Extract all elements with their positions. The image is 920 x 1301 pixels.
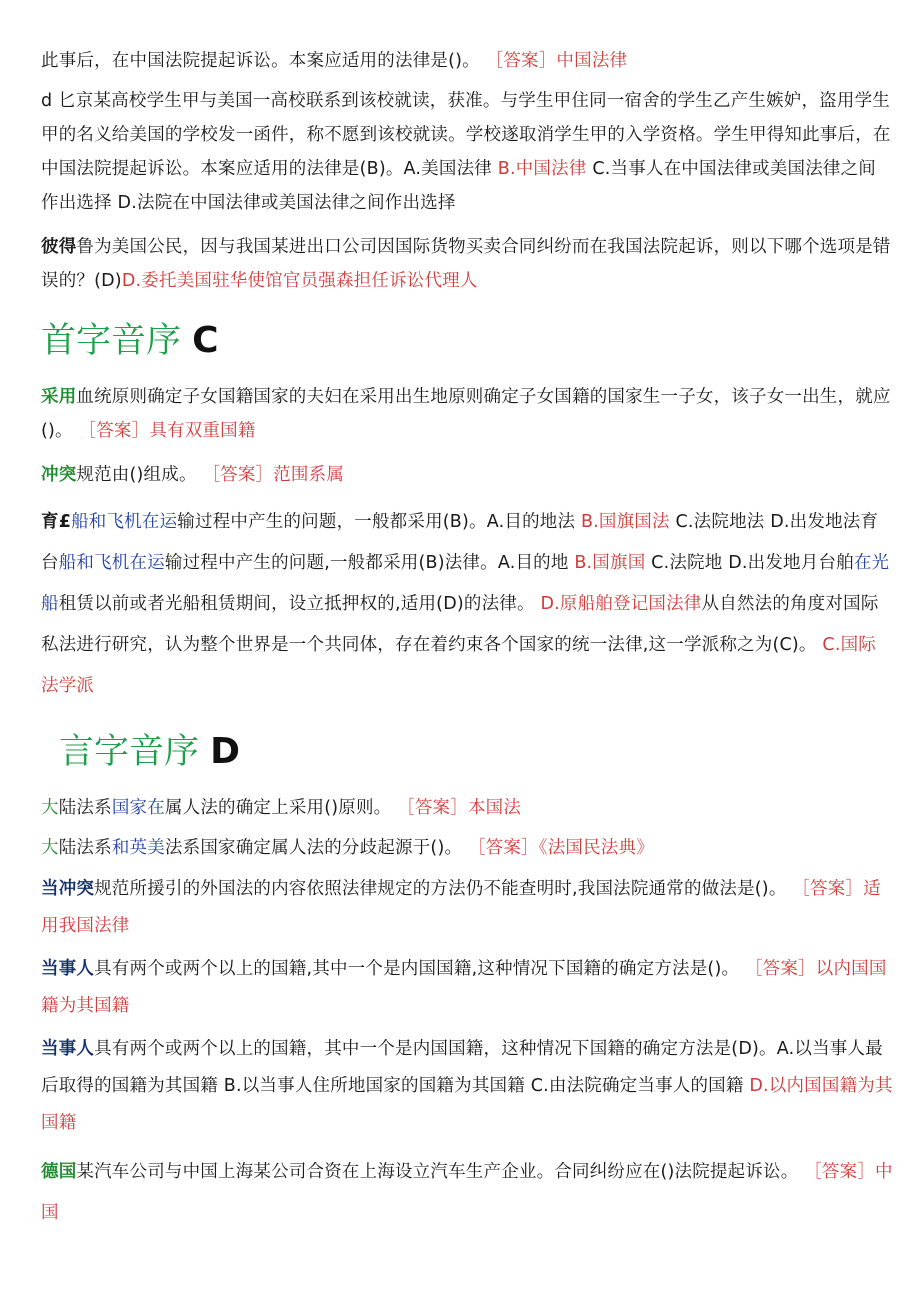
section-heading-c [41, 316, 893, 366]
answer-text: B.国旗国法 [580, 512, 670, 532]
highlight-text: 船和飞机在运 [71, 512, 178, 532]
question-keyword: 彼得 [41, 237, 77, 257]
question-keyword: 冲突 [41, 465, 77, 485]
question-paragraph [41, 230, 893, 298]
question-text: 血统原则确定子女国籍国家的夫妇在采用出生地原则确定子女国籍的国家生一子女，该子女一出生，就应()。 [41, 387, 891, 441]
section-title: 言字音序 [59, 732, 200, 772]
answer-text: D.委托美国驻华使馆官员强森担任诉讼代理人 [121, 271, 478, 291]
answer-text: ［答案］中国法律 [485, 51, 628, 71]
question-paragraph [41, 44, 893, 78]
question-keyword: 当冲突 [41, 879, 95, 899]
question-paragraph [41, 1031, 893, 1142]
section-title: 首字音序 [41, 321, 182, 361]
question-paragraph [41, 502, 893, 707]
answer-text: ［答案］适用我国法律 [41, 879, 881, 936]
question-keyword: 育£ [41, 512, 72, 532]
question-paragraph [41, 84, 893, 220]
question-keyword: 当事人 [41, 1039, 95, 1059]
answer-text: ［答案］范围系属 [202, 465, 345, 485]
answer-text: ［答案］中国 [41, 1162, 893, 1223]
section-letter: C [192, 320, 219, 361]
question-paragraph [41, 1152, 893, 1234]
question-text: 规范由()组成。 [76, 465, 197, 485]
question-keyword: 采用 [41, 387, 77, 407]
highlight-text: 和英美 [111, 838, 165, 858]
question-paragraph [41, 458, 893, 492]
question-text: C.当事人在中国法律或美国法律之间作出选择 D.法院在中国法律或美国法律之间作出选择 [41, 159, 876, 213]
question-paragraph [41, 831, 893, 865]
answer-text: ［答案］以内国国籍为其国籍 [41, 959, 887, 1016]
question-paragraph [41, 380, 893, 448]
answer-text: ［答案］本国法 [397, 798, 522, 818]
question-text: 鲁为美国公民，因与我国某进出口公司因国际货物买卖合同纠纷而在我国法院起诉，则以下哪个选项是错误的？(D) [41, 237, 891, 291]
question-text: 某汽车公司与中国上海某公司合资在上海设立汽车生产企业。合同纠纷应在()法院提起诉讼。 [76, 1162, 799, 1182]
question-text: 输过程中产生的问题，一般都采用(B)。A.目的地法 [177, 512, 576, 532]
question-keyword: 德国 [41, 1162, 77, 1182]
question-text: 陆法系 [58, 798, 112, 818]
question-text: C.法院地法 D.出发地法育台 [41, 512, 879, 573]
question-paragraph [41, 951, 893, 1025]
question-text: 输过程中产生的问题,一般都采用(B)法律。A.目的地 [164, 553, 569, 573]
question-text: 属人法的确定上采用()原则。 [164, 798, 392, 818]
question-paragraph [41, 791, 893, 825]
section-letter: D [210, 731, 241, 772]
document-page [41, 44, 893, 1234]
question-text: 此事后，在中国法院提起诉讼。本案应适用的法律是()。 [41, 51, 480, 71]
answer-text: D.以内国国籍为其国籍 [41, 1076, 893, 1133]
answer-text: B.国旗国 [574, 553, 646, 573]
answer-text: C.国际法学派 [41, 635, 876, 696]
section-heading-d [41, 727, 893, 777]
highlight-text: 船和飞机在运 [58, 553, 165, 573]
question-text: 具有两个或两个以上的国籍,其中一个是内国国籍,这种情况下国籍的确定方法是()。 [94, 959, 740, 979]
answer-text: B.中国法律 [497, 159, 587, 179]
question-text: 陆法系 [58, 838, 112, 858]
highlight-text: 在光船 [41, 553, 890, 614]
question-text: C.法院地 D.出发地月台舶 [651, 553, 854, 573]
question-text: 租赁以前或者光船租赁期间，设立抵押权的,适用(D)的法律。 [58, 594, 535, 614]
question-text: 从自然法的角度对国际私法进行研究，认为整个世界是一个共同体，存在着约束各个国家的统一法律,这一学派称之为(C)。 [41, 594, 879, 655]
question-text: 规范所援引的外国法的内容依照法律规定的方法仍不能查明时,我国法院通常的做法是()。 [94, 879, 787, 899]
question-text: 具有两个或两个以上的国籍，其中一个是内国国籍，这种情况下国籍的确定方法是(D)。A.以当事人最后取得的国籍为其国籍 B.以当事人住所地国家的国籍为其国籍 C.由法院确定当事人的国籍 [41, 1039, 883, 1096]
answer-text: ［答案］具有双重国籍 [78, 421, 256, 441]
question-text: 法系国家确定属人法的分歧起源于()。 [164, 838, 463, 858]
question-text: d 匕京某高校学生甲与美国一高校联系到该校就读，获准。与学生甲住同一宿舍的学生乙产生嫉妒，盗用学生甲的名义给美国的学校发一函件，称不愿到该校就读。学校遂取消学生甲的入学资格。学生甲得知此事后，在中国法院提起诉讼。本案应适用的法律是(B)。A.美国法律 [41, 91, 891, 179]
answer-text: ［答案］《法国民法典》 [467, 838, 654, 858]
question-keyword: 当事人 [41, 959, 95, 979]
question-paragraph [41, 871, 893, 945]
highlight-text: 国家在 [111, 798, 165, 818]
answer-text: D.原船舶登记国法律 [540, 594, 702, 614]
question-keyword: 大 [41, 838, 59, 858]
question-keyword: 大 [41, 798, 59, 818]
